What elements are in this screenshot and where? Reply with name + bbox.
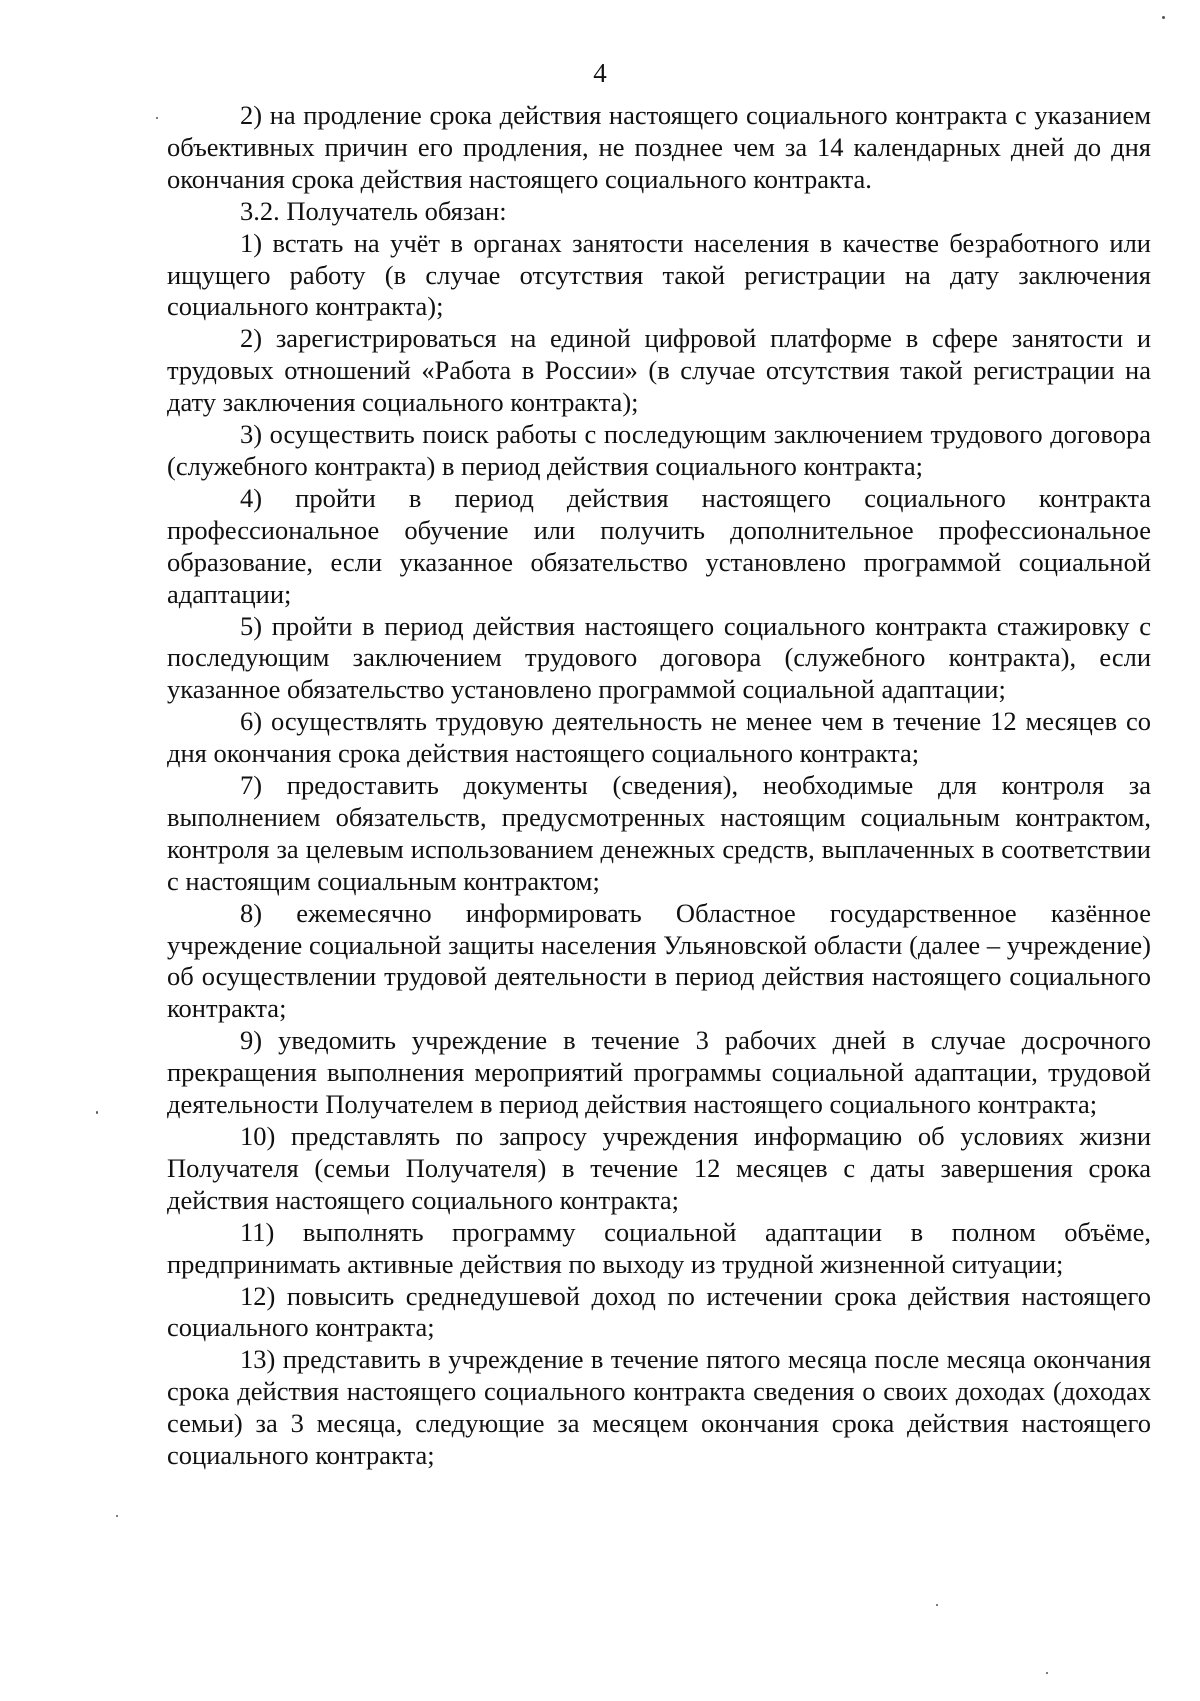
page-number: 4 xyxy=(593,58,607,88)
obligation-item-4: 4) пройти в период действия настоящего социального контракта профессиональное обучение или получить дополнительное профессиональное образование, если указанное обязательство установлено программой социальной адаптации; xyxy=(167,482,1151,609)
obligation-item-3: 3) осуществить поиск работы с последующим заключением трудового договора (служебного контракта) в период действия социального контракта; xyxy=(167,419,1151,481)
scan-speck xyxy=(1162,16,1165,19)
paragraph-extension-request: 2) на продление срока действия настоящего социального контракта с указанием объективных причин его продления, не позднее чем за 14 календарных дней до дня окончания срока действия настоящего социального контракта. xyxy=(167,100,1151,194)
obligation-item-12: 12) повысить среднедушевой доход по истечении срока действия настоящего социального контракта; xyxy=(167,1280,1151,1343)
obligation-item-8: 8) ежемесячно информировать Областное государственное казённое учреждение социальной защиты населения Ульяновской области (далее – учреждение) об осуществлении трудовой деятельности в период действия настоящего социального контракта; xyxy=(167,897,1151,1024)
obligation-item-11: 11) выполнять программу социальной адаптации в полном объёме, предпринимать активные действия по выходу из трудной жизненной ситуации; xyxy=(167,1216,1151,1279)
section-heading-recipient-obligations: 3.2. Получатель обязан: xyxy=(240,195,507,226)
obligation-item-2: 2) зарегистрироваться на единой цифровой платформе в сфере занятости и трудовых отношений «Работа в России» (в случае отсутствия такой регистрации на дату заключения социального контракта); xyxy=(167,323,1151,418)
scan-speck xyxy=(116,1515,118,1517)
obligation-item-9: 9) уведомить учреждение в течение 3 рабочих дней в случае досрочного прекращения выполнения мероприятий программы социальной адаптации, трудовой деятельности Получателем в период действия настоящего социального контракта; xyxy=(167,1025,1151,1120)
obligation-item-6: 6) осуществлять трудовую деятельность не менее чем в течение 12 месяцев со дня окончания срока действия настоящего социального контракта; xyxy=(167,706,1151,769)
scan-speck xyxy=(156,117,158,119)
obligation-item-13: 13) представить в учреждение в течение пятого месяца после месяца окончания срока действия настоящего социального контракта сведения о своих доходах (доходах семьи) за 3 месяца, следующие за месяцем окончания срока действия настоящего социального контракта; xyxy=(167,1344,1151,1471)
scan-speck xyxy=(936,1604,938,1606)
obligation-item-5: 5) пройти в период действия настоящего социального контракта стажировку с последующим заключением трудового договора (служебного контракта), если указанное обязательство установлено программой социальной адаптации; xyxy=(167,610,1151,705)
obligation-item-1: 1) встать на учёт в органах занятости населения в качестве безработного или ищущего работу (в случае отсутствия такой регистрации на дату заключения социального контракта); xyxy=(167,227,1151,322)
obligation-item-10: 10) представлять по запросу учреждения информацию об условиях жизни Получателя (семьи Получателя) в течение 12 месяцев с даты завершения срока действия настоящего социального контракта; xyxy=(167,1121,1151,1215)
document-body xyxy=(167,100,1151,1472)
scan-speck xyxy=(1046,1672,1048,1674)
scan-speck xyxy=(96,1111,98,1114)
obligation-item-7: 7) предоставить документы (сведения), необходимые для контроля за выполнением обязательств, предусмотренных настоящим социальным контрактом, контроля за целевым использованием денежных средств, выплаченных в соответствии с настоящим социальным контрактом; xyxy=(167,770,1151,896)
